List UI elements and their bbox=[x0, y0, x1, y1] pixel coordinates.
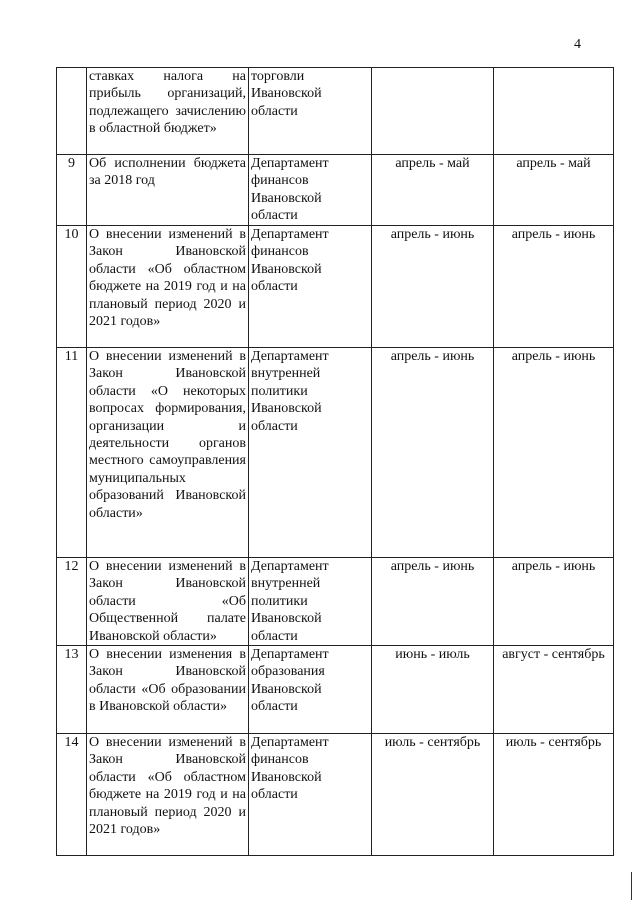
responsible-department: Департамент внутренней политики Ивановской области bbox=[249, 348, 372, 558]
row-number: 9 bbox=[57, 155, 87, 226]
bill-title: О внесении изменений в Закон Ивановской области «Об Общественной палате Ивановской области» bbox=[87, 558, 249, 646]
responsible-department: Департамент финансов Ивановской области bbox=[249, 226, 372, 348]
row-number: 10 bbox=[57, 226, 87, 348]
table-row bbox=[57, 646, 614, 734]
period-end: апрель - июнь bbox=[494, 558, 614, 646]
bill-title: О внесении изменений в Закон Ивановской области «Об областном бюджете на 2019 год и на плановый период 2020 и 2021 годов» bbox=[87, 226, 249, 348]
period-start: июль - сентябрь bbox=[372, 734, 494, 856]
row-number bbox=[57, 68, 87, 155]
table-row bbox=[57, 558, 614, 646]
table-row bbox=[57, 155, 614, 226]
row-number: 14 bbox=[57, 734, 87, 856]
responsible-department: Департамент финансов Ивановской области bbox=[249, 155, 372, 226]
responsible-department: Департамент образования Ивановской области bbox=[249, 646, 372, 734]
period-start: июнь - июль bbox=[372, 646, 494, 734]
period-start: апрель - май bbox=[372, 155, 494, 226]
period-start bbox=[372, 68, 494, 155]
bill-title: О внесении изменения в Закон Ивановской области «Об образовании в Ивановской области» bbox=[87, 646, 249, 734]
period-start: апрель - июнь bbox=[372, 226, 494, 348]
period-start: апрель - июнь bbox=[372, 348, 494, 558]
bill-title: Об исполнении бюджета за 2018 год bbox=[87, 155, 249, 226]
period-end: июль - сентябрь bbox=[494, 734, 614, 856]
row-number: 12 bbox=[57, 558, 87, 646]
bill-title: ставках налога на прибыль организаций, подлежащего зачислению в областной бюджет» bbox=[87, 68, 249, 155]
table-row bbox=[57, 226, 614, 348]
period-end: апрель - июнь bbox=[494, 348, 614, 558]
period-start: апрель - июнь bbox=[372, 558, 494, 646]
table-row bbox=[57, 348, 614, 558]
period-end: апрель - июнь bbox=[494, 226, 614, 348]
period-end: апрель - май bbox=[494, 155, 614, 226]
row-number: 11 bbox=[57, 348, 87, 558]
legislative-plan-table bbox=[56, 67, 614, 856]
responsible-department: Департамент финансов Ивановской области bbox=[249, 734, 372, 856]
responsible-department: Департамент внутренней политики Ивановской области bbox=[249, 558, 372, 646]
bill-title: О внесении изменений в Закон Ивановской области «О некоторых вопросах формирования, организации и деятельности органов местного самоуправления муниципальных образований Ивановской области» bbox=[87, 348, 249, 558]
responsible-department: торговли Ивановской области bbox=[249, 68, 372, 155]
scan-edge-mark bbox=[631, 872, 632, 900]
period-end bbox=[494, 68, 614, 155]
row-number: 13 bbox=[57, 646, 87, 734]
period-end: август - сентябрь bbox=[494, 646, 614, 734]
bill-title: О внесении изменений в Закон Ивановской области «Об областном бюджете на 2019 год и на плановый период 2020 и 2021 годов» bbox=[87, 734, 249, 856]
page-number: 4 bbox=[574, 37, 581, 52]
table-row bbox=[57, 734, 614, 856]
table-row bbox=[57, 68, 614, 155]
